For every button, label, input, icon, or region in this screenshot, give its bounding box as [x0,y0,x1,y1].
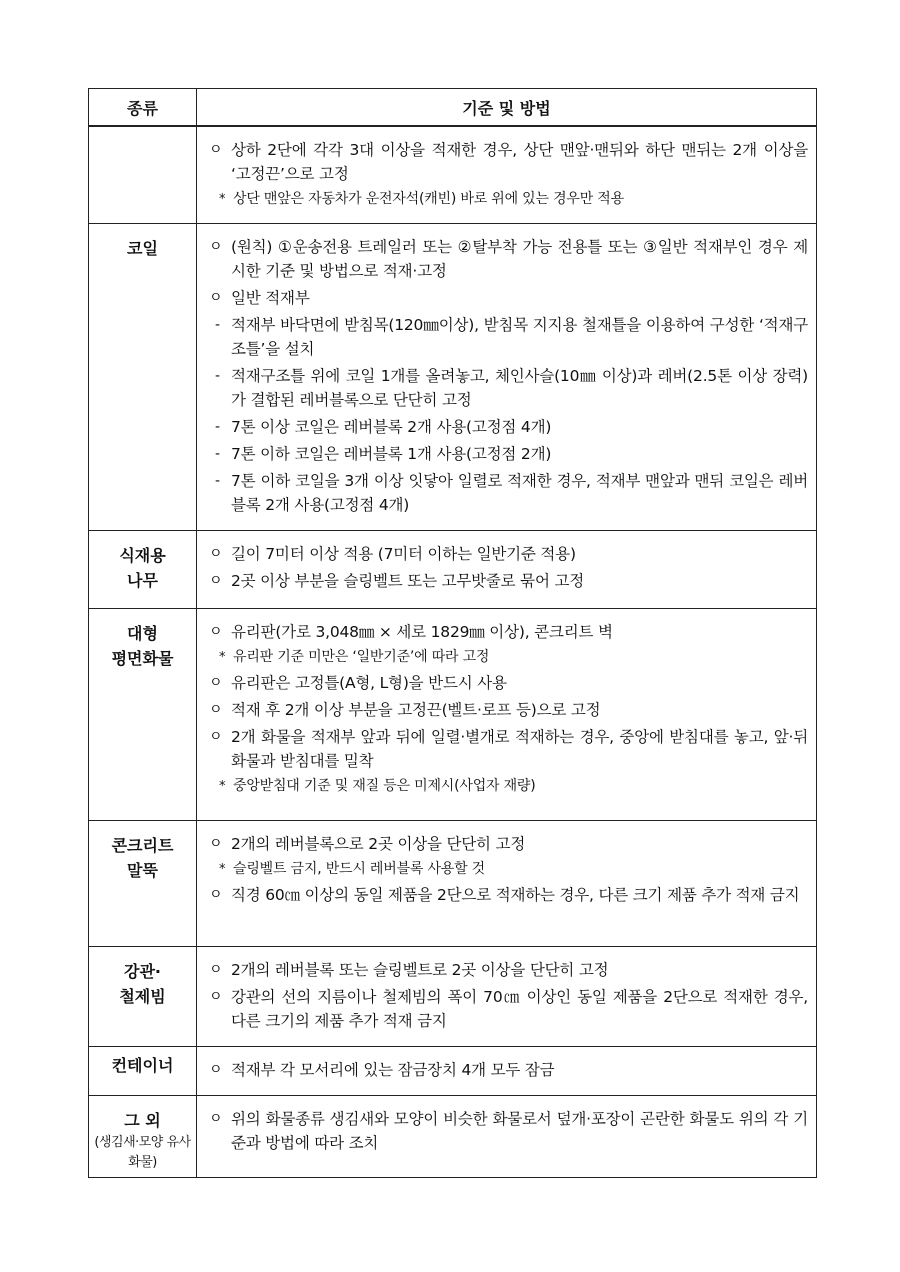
category-label: 대형 [127,624,158,643]
dash-marker: - [215,317,220,333]
category-cell [89,126,197,224]
circle-bullet-icon: ㅇ [209,1062,223,1078]
item-text: 슬링벨트 금지, 반드시 레버블록 사용할 것 [233,861,486,877]
item-text: 2개의 레버블록으로 2곳 이상을 단단히 고정 [231,835,526,853]
table-row [89,1096,817,1178]
standards-table [88,88,817,1178]
circle-bullet-icon: ㅇ [209,624,223,640]
item-text: 위의 화물종류 생김새와 모양이 비슷한 화물로서 덮개·포장이 곤란한 화물도 위의 각 기준과 방법에 따라 조치 [231,1110,808,1152]
circle-bullet-icon: ㅇ [209,573,223,589]
category-cell [89,224,197,531]
category-label: 컨테이너 [111,1056,174,1075]
item-text: 강관의 선의 지름이나 철제빔의 폭이 70㎝ 이상인 동일 제품을 2단으로 적재한 경우, 다른 크기의 제품 추가 적재 금지 [231,988,808,1030]
circle-bullet-icon: ㅇ [209,546,223,562]
item-text: (원칙) ①운송전용 트레일러 또는 ②탈부착 가능 전용틀 또는 ③일반 적재부인 경우 제시한 기준 및 방법으로 적재·고정 [231,238,808,280]
item-text: 중앙받침대 기준 및 재질 등은 미제시(사업자 재량) [233,778,536,794]
bullet-item [209,569,808,593]
dash-marker: - [215,446,220,462]
dash-marker: - [215,473,220,489]
asterisk-marker: * [219,862,226,877]
table-row [89,531,817,609]
method-cell [197,126,817,224]
header-category: 종류 [89,89,197,127]
asterisk-marker: * [219,192,226,207]
bullet-item [209,235,808,283]
method-cell [197,531,817,609]
bullet-item [209,958,808,982]
item-text: 적재 후 2개 이상 부분을 고정끈(벨트·로프 등)으로 고정 [231,701,601,719]
item-text: 일반 적재부 [231,289,310,307]
table-row [89,126,817,224]
circle-bullet-icon: ㅇ [209,142,223,158]
bullet-item [209,725,808,773]
bullet-item [209,985,808,1033]
sub-item [215,442,808,466]
sub-item [215,469,808,517]
table-row [89,821,817,947]
circle-bullet-icon: ㅇ [209,1111,223,1127]
category-label: 콘크리트 [111,836,174,855]
circle-bullet-icon: ㅇ [209,989,223,1005]
item-text: 적재부 각 모서리에 있는 잠금장치 4개 모두 잠금 [231,1061,555,1079]
circle-bullet-icon: ㅇ [209,675,223,691]
item-text: 길이 7미터 이상 적용 (7미터 이하는 일반기준 적용) [231,545,576,563]
method-cell [197,224,817,531]
category-sublabel: (생김새·모양 유사화물) [94,1135,191,1170]
method-cell [197,821,817,947]
item-text: 7톤 이하 코일은 레버블록 1개 사용(고정점 2개) [231,445,552,463]
bullet-item [209,698,808,722]
table-header-row [89,89,817,127]
table-row [89,609,817,821]
header-method: 기준 및 방법 [197,89,817,127]
item-text: 상단 맨앞은 자동차가 운전자석(캐빈) 바로 위에 있는 경우만 적용 [233,191,624,207]
method-cell [197,609,817,821]
item-text: 7톤 이상 코일은 레버블록 2개 사용(고정점 4개) [231,418,552,436]
bullet-item [209,542,808,566]
item-text: 상하 2단에 각각 3대 이상을 적재한 경우, 상단 맨앞·맨뒤와 하단 맨뒤는 2개 이상을 ‘고정끈’으로 고정 [231,141,808,183]
dash-marker: - [215,419,220,435]
category-sublabel: 나무 [127,571,158,590]
category-label: 그 외 [124,1111,161,1130]
category-cell [89,1047,197,1096]
category-cell [89,531,197,609]
note-item [219,647,808,668]
item-text: 2곳 이상 부분을 슬링벨트 또는 고무밧줄로 묶어 고정 [231,572,584,590]
table-row [89,947,817,1047]
category-cell [89,821,197,947]
circle-bullet-icon: ㅇ [209,887,223,903]
dash-marker: - [215,368,220,384]
bullet-item [209,138,808,186]
method-cell [197,1047,817,1096]
category-cell [89,947,197,1047]
item-text: 적재부 바닥면에 받침목(120㎜이상), 받침목 지지용 철재틀을 이용하여 구성한 ‘적재구조틀’을 설치 [231,316,808,358]
sub-item [215,313,808,361]
bullet-item [209,286,808,310]
item-text: 유리판(가로 3,048㎜ × 세로 1829㎜ 이상), 콘크리트 벽 [231,623,613,641]
sub-item [215,415,808,439]
category-cell [89,609,197,821]
item-text: 유리판은 고정틀(A형, L형)을 반드시 사용 [231,674,507,692]
item-text: 직경 60㎝ 이상의 동일 제품을 2단으로 적재하는 경우, 다른 크기 제품 추가 적재 금지 [231,886,800,904]
bullet-item [209,620,808,644]
item-text: 2개 화물을 적재부 앞과 뒤에 일렬·별개로 적재하는 경우, 중앙에 받침대를 놓고, 앞·뒤 화물과 받침대를 밀착 [231,728,808,770]
item-text: 2개의 레버블록 또는 슬링벨트로 2곳 이상을 단단히 고정 [231,961,609,979]
bullet-item [209,671,808,695]
category-label: 식재용 [119,546,166,565]
sub-item [215,364,808,412]
asterisk-marker: * [219,779,226,794]
category-sublabel: 말뚝 [127,861,158,880]
note-item [219,859,808,880]
circle-bullet-icon: ㅇ [209,239,223,255]
method-cell [197,1096,817,1178]
bullet-item [209,1107,808,1155]
table-body [89,126,817,1178]
circle-bullet-icon: ㅇ [209,702,223,718]
category-label: 강관· [124,962,161,981]
circle-bullet-icon: ㅇ [209,836,223,852]
bullet-item [209,1058,808,1082]
bullet-item [209,832,808,856]
circle-bullet-icon: ㅇ [209,729,223,745]
table-row [89,1047,817,1096]
category-label: 코일 [127,239,158,258]
item-text: 유리판 기준 미만은 ‘일반기준’에 따라 고정 [233,649,490,665]
item-text: 적재구조틀 위에 코일 1개를 올려놓고, 체인사슬(10㎜ 이상)과 레버(2.5톤 이상 장력)가 결합된 레버블록으로 단단히 고정 [231,367,808,409]
category-cell [89,1096,197,1178]
note-item [219,776,808,797]
item-text: 7톤 이하 코일을 3개 이상 잇닿아 일렬로 적재한 경우, 적재부 맨앞과 맨뒤 코일은 레버블록 2개 사용(고정점 4개) [231,472,808,514]
circle-bullet-icon: ㅇ [209,962,223,978]
method-cell [197,947,817,1047]
table-row [89,224,817,531]
note-item [219,189,808,210]
bullet-item [209,883,808,907]
category-sublabel: 평면화물 [111,649,174,668]
circle-bullet-icon: ㅇ [209,290,223,306]
asterisk-marker: * [219,650,226,665]
category-sublabel: 철제빔 [119,987,166,1006]
